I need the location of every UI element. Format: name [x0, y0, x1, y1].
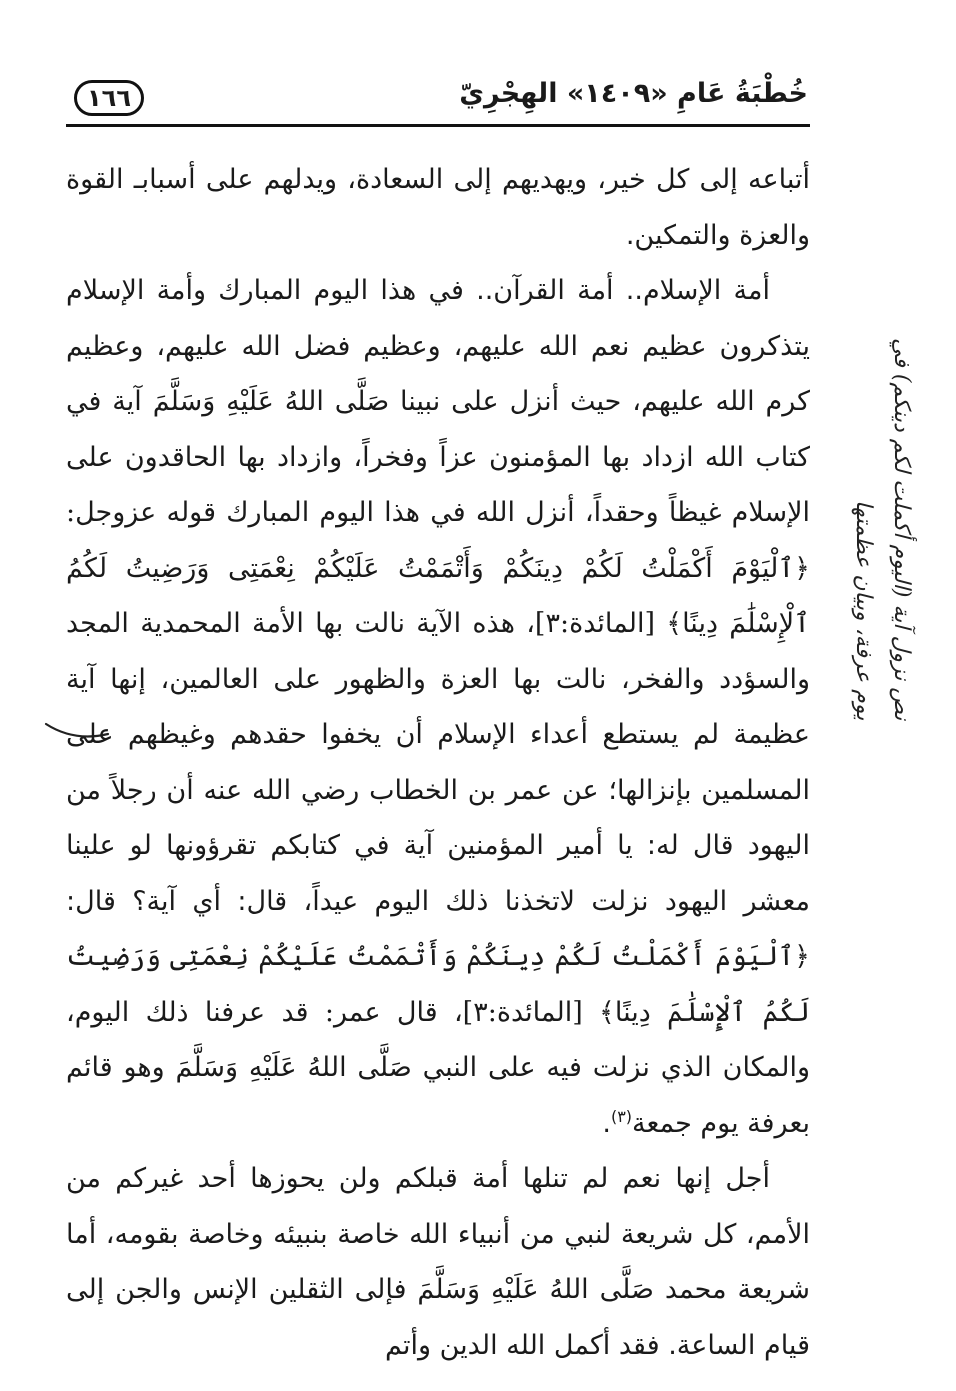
text-line: على نبينا صَلَّى اللهُ عَلَيْهِ وَسَلَّمَ آية في كتاب الله ازداد بها المؤمنون عزاً وفخراً،: [66, 386, 810, 473]
text-line: لنبي من أنبياء الله خاصة بنبيئه وخاصة بقومه، أما شريعة محمد صَلَّى اللهُ عَلَيْهِ: [66, 1218, 810, 1305]
quran-line: دِينًا﴾ [المائدة:٣]، قال عمر: قد عرفنا ذلك اليوم، والمكان الذي نزلت فيه على: [66, 996, 810, 1083]
quran-line: لَكُمُ ٱلْإِسْلَٰمَ دِينًا﴾ [المائدة:٣]، هذه الآية نالت بها الأمة المحمدية المجد: [66, 552, 810, 639]
text-line: عظيم نعم الله عليهم، وعظيم فضل الله عليهم، وعظيم كرم الله عليهم، حيث أنزل: [66, 330, 810, 417]
text-line: أمة الإسلام.. أمة القرآن.. في هذا اليوم المبارك وأمة الإسلام يتذكرون: [66, 275, 810, 362]
text-line: وازداد بها الحاقدون على الإسلام غيظاً وحقداً، أنزل الله في هذا اليوم المبارك: [66, 441, 810, 528]
text-line: أتباعه إلى كل خير، ويهديهم إلى السعادة، ويدلهم على أسبابـ القوة والعزة: [66, 164, 810, 251]
page-number: [74, 80, 144, 116]
header-divider: [66, 124, 810, 127]
paragraph-continuation: [66, 152, 810, 263]
margin-note-text: نص نزول آية (اليوم أكملت لكم دينكم) في يوم عرفة، وبيان عظمتها: [851, 337, 914, 720]
text-line: والتمكين.: [625, 219, 731, 251]
end-period: .: [602, 1107, 611, 1139]
text-line: وَسَلَّمَ فإلى الثقلين الإنس والجن إلى قيام الساعة. فقد أكمل الله الدين وأتم: [66, 1274, 810, 1361]
text-line: النبي صَلَّى اللهُ عَلَيْهِ وَسَلَّمَ وهو قائم بعرفة يوم جمعة: [66, 1052, 810, 1139]
quran-line: ﴿ٱلْيَوْمَ أَكْمَلْتُ لَكُمْ دِينَكُمْ وَأَتْمَمْتُ عَلَيْكُمْ نِعْمَتِى وَرَضِيتُ لَكُمُ ٱلْإِسْلَٰمَ: [66, 941, 810, 1028]
running-title: خُطْبَةُ عَامِ «١٤٠٩» الهِجْرِيّ: [459, 78, 808, 109]
text-line: تقرؤونها لو علينا معشر اليهود نزلت لاتخذنا ذلك اليوم عيداً، قال: أي آية؟ قال:: [66, 830, 810, 917]
paragraph-closing: [66, 1151, 810, 1373]
paragraph-ayah-intro: [66, 263, 810, 1151]
text-line: والسؤدد والفخر، نالت بها العزة والظهور على العالمين، إنها آية عظيمة لم يستطع: [66, 663, 811, 750]
page-number-text: ١٦٦: [87, 84, 131, 112]
footnote-marker: (٣): [610, 1106, 633, 1126]
margin-handwritten-note: [820, 300, 930, 720]
quran-line: قوله عزوجل: ﴿ٱلْيَوْمَ أَكْمَلْتُ لَكُمْ دِينَكُمْ وَأَتْمَمْتُ عَلَيْكُمْ نِعْمَتِى وَرَضِيتُ: [66, 497, 810, 584]
body-text: [66, 152, 810, 1373]
text-line: أجل إنها نعم لم تنلها أمة قبلكم ولن يحوزها أحد غيركم من الأمم، كل شريعة: [66, 1163, 810, 1250]
text-line: الخطاب رضي الله عنه أن رجلاً من اليهود قال له: يا أمير المؤمنين آية في كتابكم: [66, 774, 810, 861]
text-line: أعداء الإسلام أن يخفوا حقدهم وغيظهم على المسلمين بإنزالها؛ عن عمر بن: [66, 719, 810, 806]
